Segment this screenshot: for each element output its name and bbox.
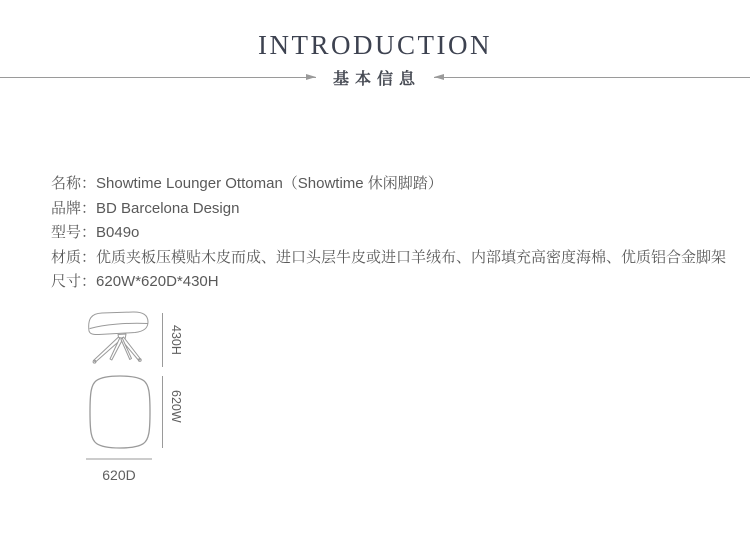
info-row-name [51,172,711,197]
product-info [51,172,727,295]
height-dim-label: 430H [169,325,183,355]
info-row-brand [51,197,711,222]
info-label: 品牌： [51,199,97,217]
info-value: B049o [96,224,140,242]
info-label: 型号： [51,224,97,242]
info-value: 620W*620D*430H [96,273,219,291]
width-dim-label: 620W [169,390,183,423]
divider-line-left [0,77,316,78]
info-value: BD Barcelona Design [96,199,240,217]
info-value: Showtime Lounger Ottoman（Showtime 休闲脚踏） [96,175,443,192]
subtitle-divider-row [0,66,750,88]
section-title: INTRODUCTION [258,30,492,60]
ottoman-side-view-icon [89,312,148,363]
depth-dim-label: 620D [102,467,136,483]
info-row-size [51,270,711,295]
info-value: 优质夹板压模贴木皮而成、进口头层牛皮或进口羊绒布、内部填充高密度海棉、优质铝合金脚架 [96,248,727,266]
info-label: 名称： [51,175,97,192]
info-row-model [51,221,711,246]
dimension-drawing [80,303,195,488]
info-label: 材质： [51,248,97,266]
arrow-right-icon [306,74,316,80]
arrow-left-icon [434,74,444,80]
divider-line-right [434,77,750,78]
info-label: 尺寸： [51,273,97,291]
section-subtitle: 基本信息 [333,70,422,88]
ottoman-top-view-icon [90,376,150,448]
info-row-material [51,246,727,271]
